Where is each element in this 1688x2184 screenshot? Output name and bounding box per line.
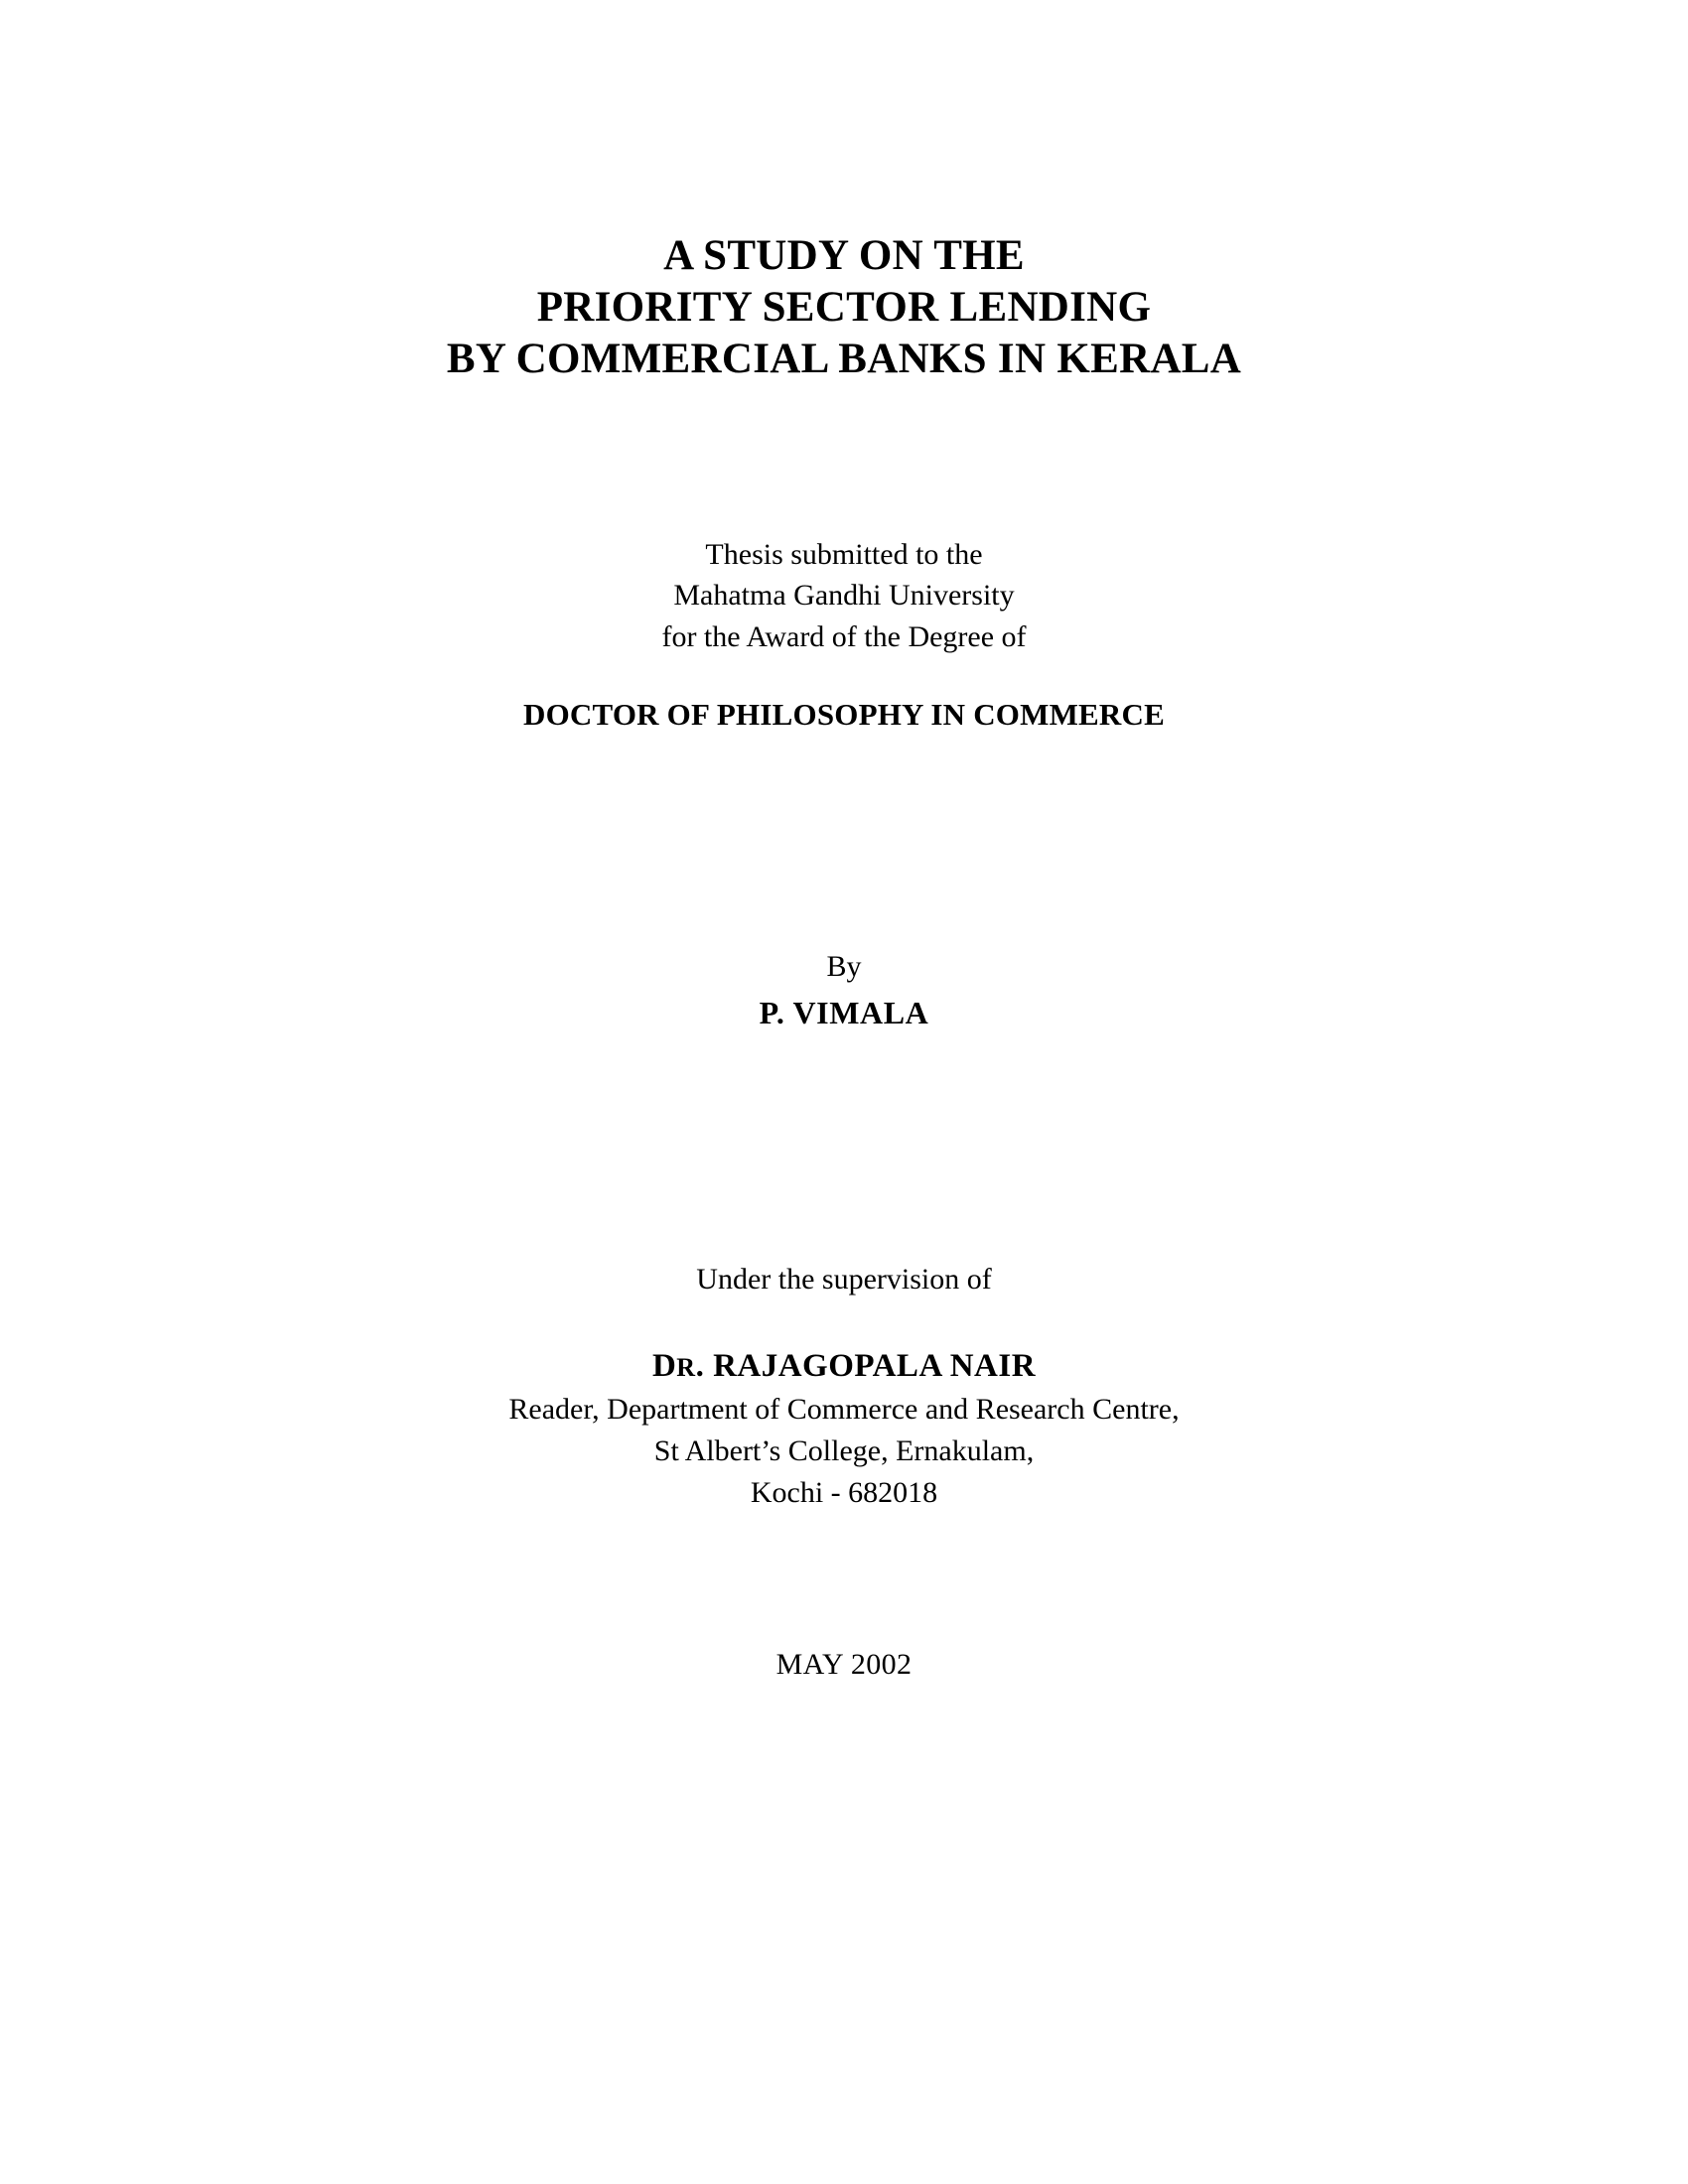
- degree-title: DOCTOR OF PHILOSOPHY IN COMMERCE: [523, 697, 1165, 733]
- spacer-after-title: [0, 385, 1688, 534]
- supervision-label: Under the supervision of: [696, 1262, 992, 1296]
- title-line-1: A STUDY ON THE: [663, 232, 1025, 279]
- spacer-before-author: [0, 733, 1688, 946]
- submission-line-1: Thesis submitted to the: [705, 538, 983, 572]
- title-line-2: PRIORITY SECTOR LENDING: [536, 284, 1152, 332]
- spacer-before-degree: [0, 657, 1688, 697]
- title-line-3: BY COMMERCIAL BANKS IN KERALA: [446, 336, 1242, 383]
- submission-line-3: for the Award of the Degree of: [661, 619, 1027, 653]
- title-page-content: [0, 230, 1688, 1682]
- submission-statement: [0, 534, 1688, 657]
- supervisor-title-initial: D: [651, 1347, 677, 1384]
- supervisor-title-smallcap: R: [676, 1352, 696, 1382]
- supervisor-name: [0, 1348, 1688, 1385]
- affiliation-line-3: Kochi - 682018: [750, 1475, 938, 1509]
- affiliation-line-1: Reader, Department of Commerce and Research Centre,: [508, 1392, 1180, 1426]
- supervisor-affiliation: [0, 1389, 1688, 1514]
- spacer-before-date: [0, 1514, 1688, 1648]
- spacer-before-supervision: [0, 1036, 1688, 1263]
- publication-date: MAY 2002: [775, 1647, 913, 1681]
- supervisor-name-rest: . RAJAGOPALA NAIR: [695, 1347, 1037, 1384]
- affiliation-line-2: St Albert’s College, Ernakulam,: [653, 1433, 1035, 1467]
- author-name: P. VIMALA: [759, 994, 929, 1030]
- document-title: [149, 230, 1539, 385]
- submission-line-2: Mahatma Gandhi University: [673, 579, 1015, 613]
- spacer-before-supervisor-name: [0, 1297, 1688, 1348]
- by-label: By: [826, 950, 862, 984]
